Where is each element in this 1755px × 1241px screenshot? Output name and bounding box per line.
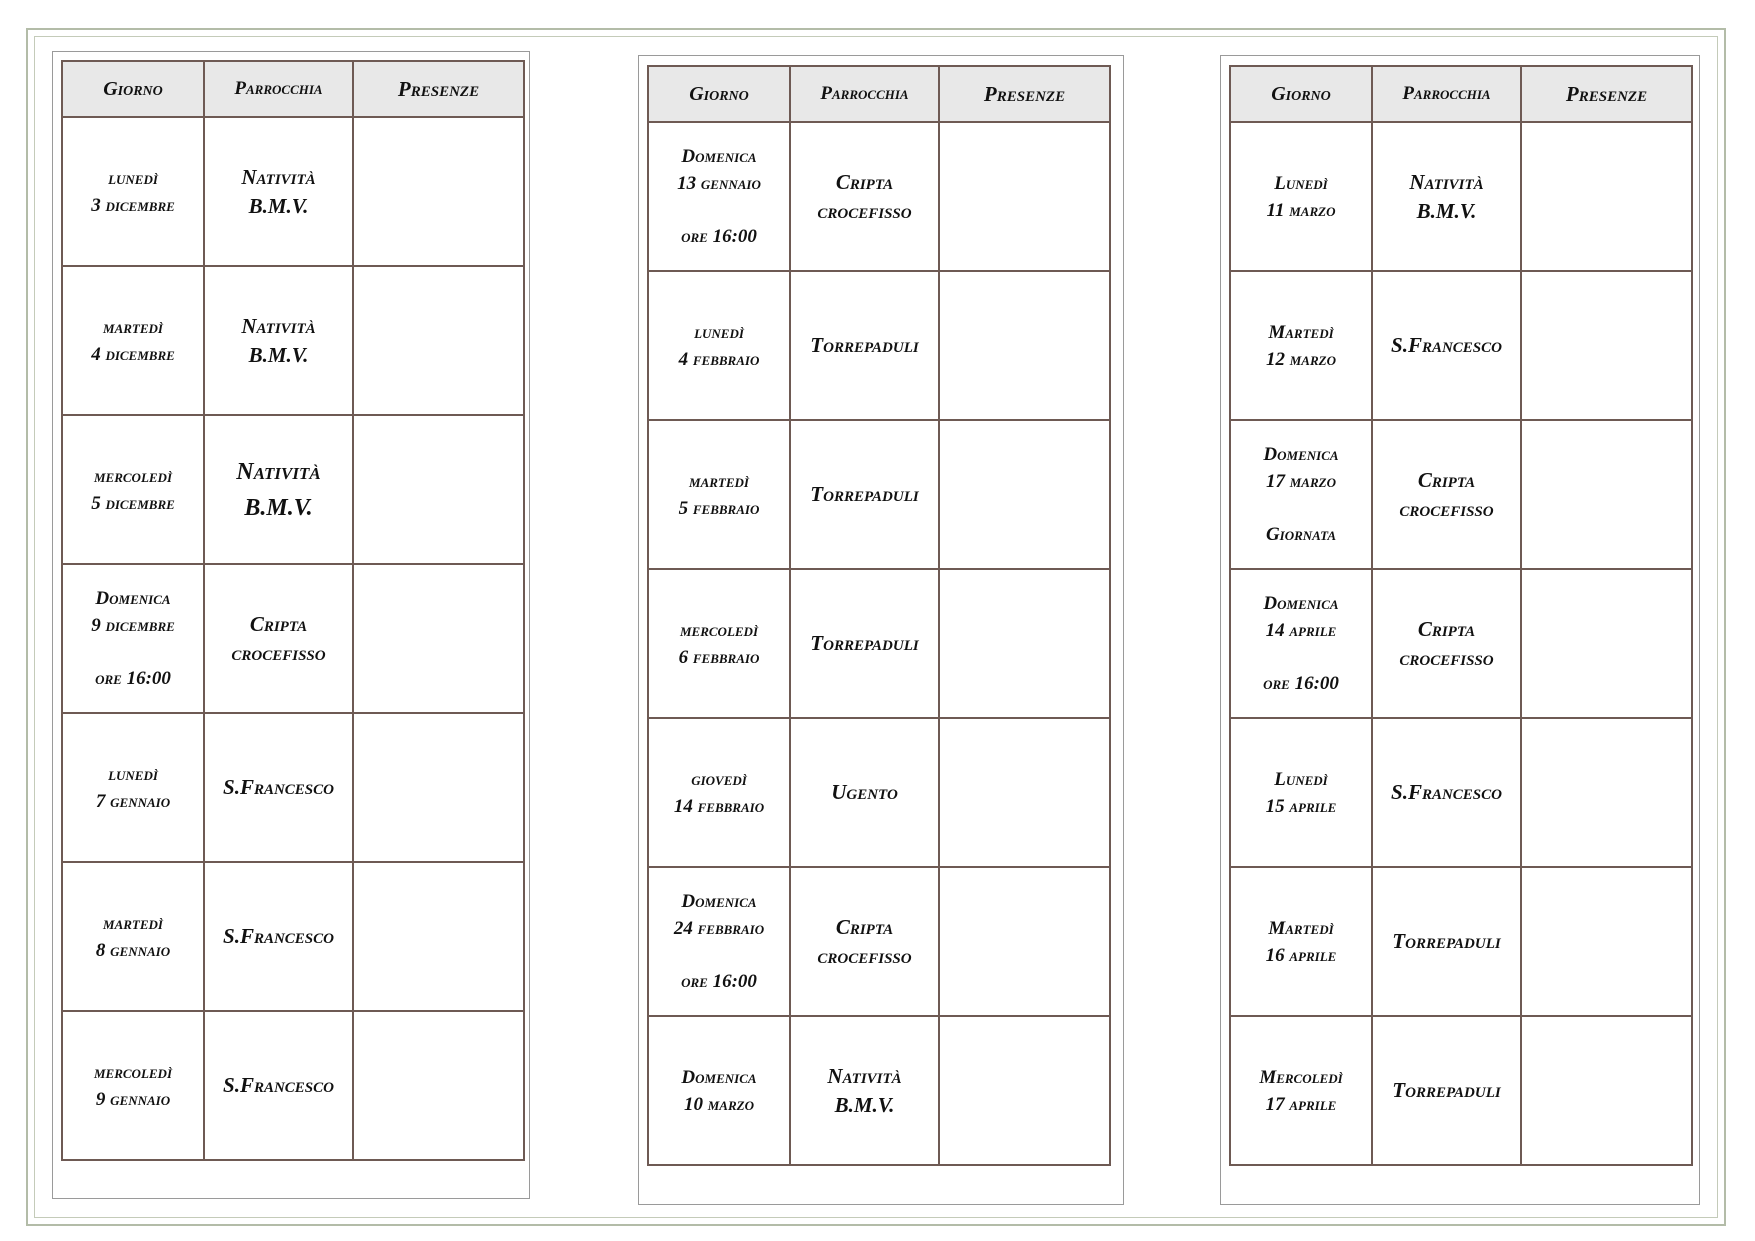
day-cell [62, 862, 204, 1011]
parish-subname: crocefisso [817, 198, 912, 223]
day-name: mercoledì [679, 619, 759, 641]
day-date: 14 aprile [1265, 620, 1337, 641]
parish-cell [790, 718, 939, 867]
parish-name: Cripta [835, 914, 894, 939]
day-date: 24 febbraio [673, 918, 765, 939]
parish-name: Natività [1409, 169, 1484, 194]
header-presenze: Presenze [1521, 66, 1692, 122]
day-date: 5 dicembre [91, 492, 175, 514]
header-presenze: Presenze [353, 61, 524, 117]
attendance-cell[interactable] [939, 569, 1110, 718]
table-row [648, 122, 1110, 271]
day-cell [62, 117, 204, 266]
attendance-cell[interactable] [353, 1011, 524, 1160]
day-date: 9 dicembre [91, 615, 175, 636]
attendance-cell[interactable] [353, 415, 524, 564]
parish-name: S.Francesco [1391, 780, 1502, 804]
day-name: Martedì [1268, 321, 1334, 343]
day-cell [1230, 1016, 1372, 1165]
table-row [62, 862, 524, 1011]
day-name: Domenica [95, 588, 171, 609]
header-giorno: Giorno [62, 61, 204, 117]
attendance-cell[interactable] [1521, 122, 1692, 271]
parish-cell [790, 867, 939, 1016]
parish-subname: crocefisso [1399, 496, 1494, 521]
day-cell [648, 1016, 790, 1165]
day-name: mercoledì [93, 465, 173, 487]
day-name: Domenica [681, 891, 757, 912]
attendance-cell[interactable] [939, 867, 1110, 1016]
attendance-cell[interactable] [1521, 1016, 1692, 1165]
parish-cell [1372, 271, 1521, 420]
parish-name: S.Francesco [1391, 333, 1502, 357]
parish-name: Cripta [1417, 467, 1476, 492]
day-time: ore 16:00 [681, 226, 757, 247]
parish-cell [790, 1016, 939, 1165]
day-cell [62, 415, 204, 564]
day-date: 11 marzo [1266, 199, 1336, 221]
parish-name: Torrepaduli [1392, 929, 1501, 953]
attendance-cell[interactable] [353, 117, 524, 266]
parish-name: Torrepaduli [810, 333, 919, 357]
header-parrocchia: Parrocchia [204, 61, 353, 117]
parish-cell [204, 266, 353, 415]
parish-subname: B.M.V. [248, 193, 309, 218]
table-row [62, 713, 524, 862]
day-name: Domenica [1263, 444, 1339, 465]
day-date: 6 febbraio [678, 646, 760, 668]
header-giorno: Giorno [648, 66, 790, 122]
table-row [1230, 867, 1692, 1016]
schedule-table-2 [647, 65, 1111, 1166]
parish-cell [1372, 867, 1521, 1016]
parish-subname: B.M.V. [248, 342, 309, 367]
day-time: ore 16:00 [95, 668, 171, 689]
attendance-cell[interactable] [353, 862, 524, 1011]
parish-cell [790, 569, 939, 718]
day-cell [1230, 569, 1372, 718]
day-date: 10 marzo [684, 1093, 754, 1115]
table-row [648, 569, 1110, 718]
day-cell [62, 564, 204, 713]
parish-name: Torrepaduli [810, 631, 919, 655]
day-cell [648, 718, 790, 867]
table-row [62, 1011, 524, 1160]
parish-subname: B.M.V. [244, 494, 313, 521]
parish-cell [204, 862, 353, 1011]
day-cell [1230, 122, 1372, 271]
parish-cell [790, 271, 939, 420]
day-time: ore 16:00 [681, 971, 757, 992]
attendance-cell[interactable] [939, 420, 1110, 569]
day-name: Domenica [681, 146, 757, 167]
day-name: Lunedì [1274, 768, 1328, 790]
day-cell [648, 271, 790, 420]
day-name: Mercoledì [1259, 1066, 1343, 1088]
table-row [648, 1016, 1110, 1165]
day-cell [648, 420, 790, 569]
parish-cell [1372, 569, 1521, 718]
day-cell [1230, 271, 1372, 420]
parish-name: Natività [236, 458, 321, 485]
parish-name: Natività [827, 1063, 902, 1088]
day-cell [62, 266, 204, 415]
day-date: 17 aprile [1265, 1093, 1337, 1115]
parish-cell [204, 713, 353, 862]
day-cell [62, 713, 204, 862]
day-cell [648, 867, 790, 1016]
day-name: Martedì [1268, 917, 1334, 939]
day-date: 5 febbraio [678, 497, 760, 519]
parish-name: S.Francesco [223, 924, 334, 948]
parish-subname: crocefisso [817, 943, 912, 968]
attendance-cell[interactable] [353, 266, 524, 415]
parish-name: Natività [241, 313, 316, 338]
day-cell [62, 1011, 204, 1160]
table-row [1230, 1016, 1692, 1165]
parish-subname: crocefisso [1399, 645, 1494, 670]
day-date: 12 marzo [1266, 348, 1336, 370]
parish-cell [790, 420, 939, 569]
table-row [1230, 420, 1692, 569]
parish-subname: crocefisso [231, 640, 326, 665]
parish-cell [1372, 718, 1521, 867]
day-time: Giornata [1265, 524, 1337, 545]
day-date: 15 aprile [1265, 795, 1337, 817]
day-name: martedì [103, 316, 163, 338]
parish-name: Ugento [831, 780, 898, 804]
parish-name: Cripta [835, 169, 894, 194]
day-date: 17 marzo [1266, 471, 1336, 492]
attendance-cell[interactable] [939, 1016, 1110, 1165]
attendance-cell[interactable] [1521, 420, 1692, 569]
day-date: 9 gennaio [95, 1088, 171, 1110]
day-cell [1230, 420, 1372, 569]
day-date: 4 dicembre [91, 343, 175, 365]
day-name: lunedì [694, 321, 744, 343]
parish-cell [204, 117, 353, 266]
table-row [1230, 271, 1692, 420]
header-parrocchia: Parrocchia [790, 66, 939, 122]
attendance-cell[interactable] [1521, 271, 1692, 420]
day-name: Domenica [681, 1066, 757, 1088]
schedule-table-1 [61, 60, 525, 1161]
attendance-cell[interactable] [939, 718, 1110, 867]
day-date: 4 febbraio [678, 348, 760, 370]
table-row [1230, 569, 1692, 718]
table-row [648, 420, 1110, 569]
day-time: ore 16:00 [1263, 673, 1339, 694]
parish-name: S.Francesco [223, 1073, 334, 1097]
header-row [648, 66, 1110, 122]
parish-subname: B.M.V. [834, 1092, 895, 1117]
table-row [62, 266, 524, 415]
day-date: 13 gennaio [677, 173, 761, 194]
day-date: 14 febbraio [673, 795, 765, 817]
day-name: mercoledì [93, 1061, 173, 1083]
header-giorno: Giorno [1230, 66, 1372, 122]
day-name: lunedì [108, 763, 158, 785]
day-date: 16 aprile [1265, 944, 1337, 966]
day-name: lunedì [108, 167, 158, 189]
parish-cell [1372, 1016, 1521, 1165]
day-name: giovedì [691, 768, 747, 790]
attendance-cell[interactable] [1521, 718, 1692, 867]
table-row [648, 867, 1110, 1016]
attendance-cell[interactable] [1521, 867, 1692, 1016]
table-row [62, 415, 524, 564]
parish-name: Torrepaduli [1392, 1078, 1501, 1102]
parish-cell [204, 1011, 353, 1160]
table-row [1230, 718, 1692, 867]
day-cell [648, 569, 790, 718]
parish-cell [1372, 420, 1521, 569]
day-date: 3 dicembre [91, 194, 175, 216]
day-name: martedì [689, 470, 749, 492]
attendance-cell[interactable] [939, 122, 1110, 271]
table-row [648, 718, 1110, 867]
header-row [1230, 66, 1692, 122]
parish-name: Cripta [249, 611, 308, 636]
table-row [62, 564, 524, 713]
table-row [648, 271, 1110, 420]
parish-subname: B.M.V. [1416, 198, 1477, 223]
parish-name: Cripta [1417, 616, 1476, 641]
attendance-cell[interactable] [939, 271, 1110, 420]
day-name: martedì [103, 912, 163, 934]
header-presenze: Presenze [939, 66, 1110, 122]
attendance-cell[interactable] [353, 564, 524, 713]
day-cell [1230, 867, 1372, 1016]
parish-name: Natività [241, 164, 316, 189]
table-row [1230, 122, 1692, 271]
parish-name: S.Francesco [223, 775, 334, 799]
header-row [62, 61, 524, 117]
parish-cell [204, 415, 353, 564]
schedule-table-3 [1229, 65, 1693, 1166]
attendance-cell[interactable] [1521, 569, 1692, 718]
day-name: Domenica [1263, 593, 1339, 614]
header-parrocchia: Parrocchia [1372, 66, 1521, 122]
day-name: Lunedì [1274, 172, 1328, 194]
parish-name: Torrepaduli [810, 482, 919, 506]
parish-cell [204, 564, 353, 713]
parish-cell [790, 122, 939, 271]
parish-cell [1372, 122, 1521, 271]
day-cell [648, 122, 790, 271]
attendance-cell[interactable] [353, 713, 524, 862]
table-row [62, 117, 524, 266]
day-cell [1230, 718, 1372, 867]
day-date: 7 gennaio [95, 790, 171, 812]
day-date: 8 gennaio [95, 939, 171, 961]
